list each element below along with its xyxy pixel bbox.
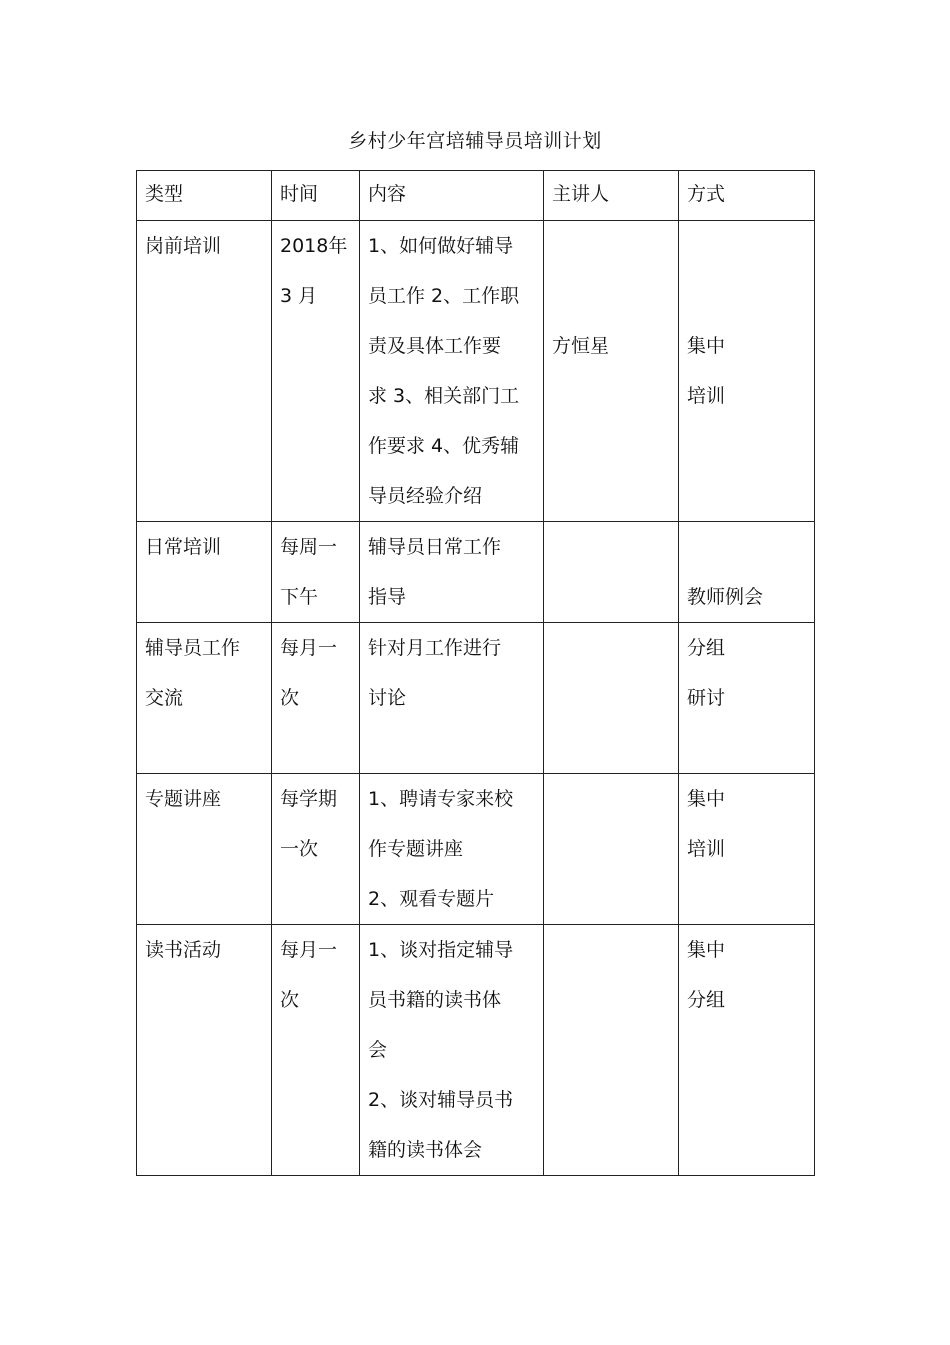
cell-content bbox=[360, 522, 544, 623]
cell-content bbox=[360, 774, 544, 925]
cell-line: 员工作 2、工作职 bbox=[368, 285, 520, 307]
cell-line: 导员经验介绍 bbox=[368, 485, 483, 507]
cell-line: 作要求 4、优秀辅 bbox=[368, 435, 520, 457]
cell-speaker bbox=[544, 925, 679, 1176]
cell-line: 读书活动 bbox=[145, 939, 222, 961]
cell-content bbox=[360, 925, 544, 1176]
cell-speaker bbox=[544, 221, 679, 522]
cell-line: 1、如何做好辅导 bbox=[368, 235, 514, 257]
cell-line: 交流 bbox=[145, 687, 184, 709]
cell-line: 次 bbox=[280, 989, 300, 1011]
cell-method bbox=[679, 925, 815, 1176]
training-plan-table bbox=[136, 170, 815, 1176]
cell-line: 会 bbox=[368, 1039, 388, 1061]
cell-type bbox=[137, 522, 272, 623]
cell-line: 培训 bbox=[687, 838, 726, 860]
cell-line: 分组 bbox=[687, 637, 726, 659]
cell-line: 分组 bbox=[687, 989, 726, 1011]
header-type: 类型 bbox=[137, 171, 272, 221]
table-row bbox=[137, 623, 815, 774]
cell-line: 1、谈对指定辅导 bbox=[368, 939, 514, 961]
cell-line: 每月一 bbox=[280, 637, 338, 659]
cell-line: 专题讲座 bbox=[145, 788, 222, 810]
cell-method bbox=[679, 522, 815, 623]
document-title: 乡村少年宫培辅导员培训计划 bbox=[348, 130, 602, 152]
cell-speaker bbox=[544, 774, 679, 925]
cell-line: 3 月 bbox=[280, 285, 318, 307]
cell-line: 1、聘请专家来校 bbox=[368, 788, 514, 810]
cell-line: 指导 bbox=[368, 586, 407, 608]
cell-line: 次 bbox=[280, 687, 300, 709]
cell-line: 每月一 bbox=[280, 939, 338, 961]
cell-line: 针对月工作进行 bbox=[368, 637, 502, 659]
cell-time bbox=[272, 623, 360, 774]
cell-type bbox=[137, 623, 272, 774]
header-method: 方式 bbox=[679, 171, 815, 221]
table-row bbox=[137, 925, 815, 1176]
cell-line: 求 3、相关部门工 bbox=[368, 385, 520, 407]
cell-line: 辅导员工作 bbox=[145, 637, 241, 659]
cell-type bbox=[137, 925, 272, 1176]
header-speaker: 主讲人 bbox=[544, 171, 679, 221]
cell-speaker bbox=[544, 522, 679, 623]
cell-time bbox=[272, 774, 360, 925]
header-time: 时间 bbox=[272, 171, 360, 221]
cell-method bbox=[679, 774, 815, 925]
cell-line: 每学期 bbox=[280, 788, 338, 810]
cell-line: 培训 bbox=[687, 385, 726, 407]
cell-line: 2、谈对辅导员书 bbox=[368, 1089, 514, 1111]
cell-content bbox=[360, 221, 544, 522]
cell-method bbox=[679, 623, 815, 774]
cell-method bbox=[679, 221, 815, 522]
cell-speaker bbox=[544, 623, 679, 774]
table-row bbox=[137, 774, 815, 925]
cell-line: 集中 bbox=[687, 939, 726, 961]
cell-line: 2018年 bbox=[280, 235, 348, 257]
cell-line: 教师例会 bbox=[687, 586, 764, 608]
cell-line: 方恒星 bbox=[552, 335, 610, 357]
cell-content bbox=[360, 623, 544, 774]
cell-time bbox=[272, 522, 360, 623]
cell-line: 集中 bbox=[687, 788, 726, 810]
cell-line: 每周一 bbox=[280, 536, 338, 558]
cell-line: 辅导员日常工作 bbox=[368, 536, 502, 558]
cell-line: 岗前培训 bbox=[145, 235, 222, 257]
cell-time bbox=[272, 925, 360, 1176]
cell-line: 作专题讲座 bbox=[368, 838, 464, 860]
table-row bbox=[137, 522, 815, 623]
cell-line: 日常培训 bbox=[145, 536, 222, 558]
cell-type bbox=[137, 221, 272, 522]
cell-line: 研讨 bbox=[687, 687, 726, 709]
cell-line: 2、观看专题片 bbox=[368, 888, 495, 910]
cell-line: 员书籍的读书体 bbox=[368, 989, 502, 1011]
cell-time bbox=[272, 221, 360, 522]
table-row bbox=[137, 221, 815, 522]
cell-type bbox=[137, 774, 272, 925]
cell-line: 下午 bbox=[280, 586, 319, 608]
cell-line: 集中 bbox=[687, 335, 726, 357]
cell-line: 责及具体工作要 bbox=[368, 335, 502, 357]
cell-line: 籍的读书体会 bbox=[368, 1139, 483, 1161]
table-header-row bbox=[137, 171, 815, 221]
cell-line: 讨论 bbox=[368, 687, 407, 709]
cell-line: 一次 bbox=[280, 838, 319, 860]
header-content: 内容 bbox=[360, 171, 544, 221]
